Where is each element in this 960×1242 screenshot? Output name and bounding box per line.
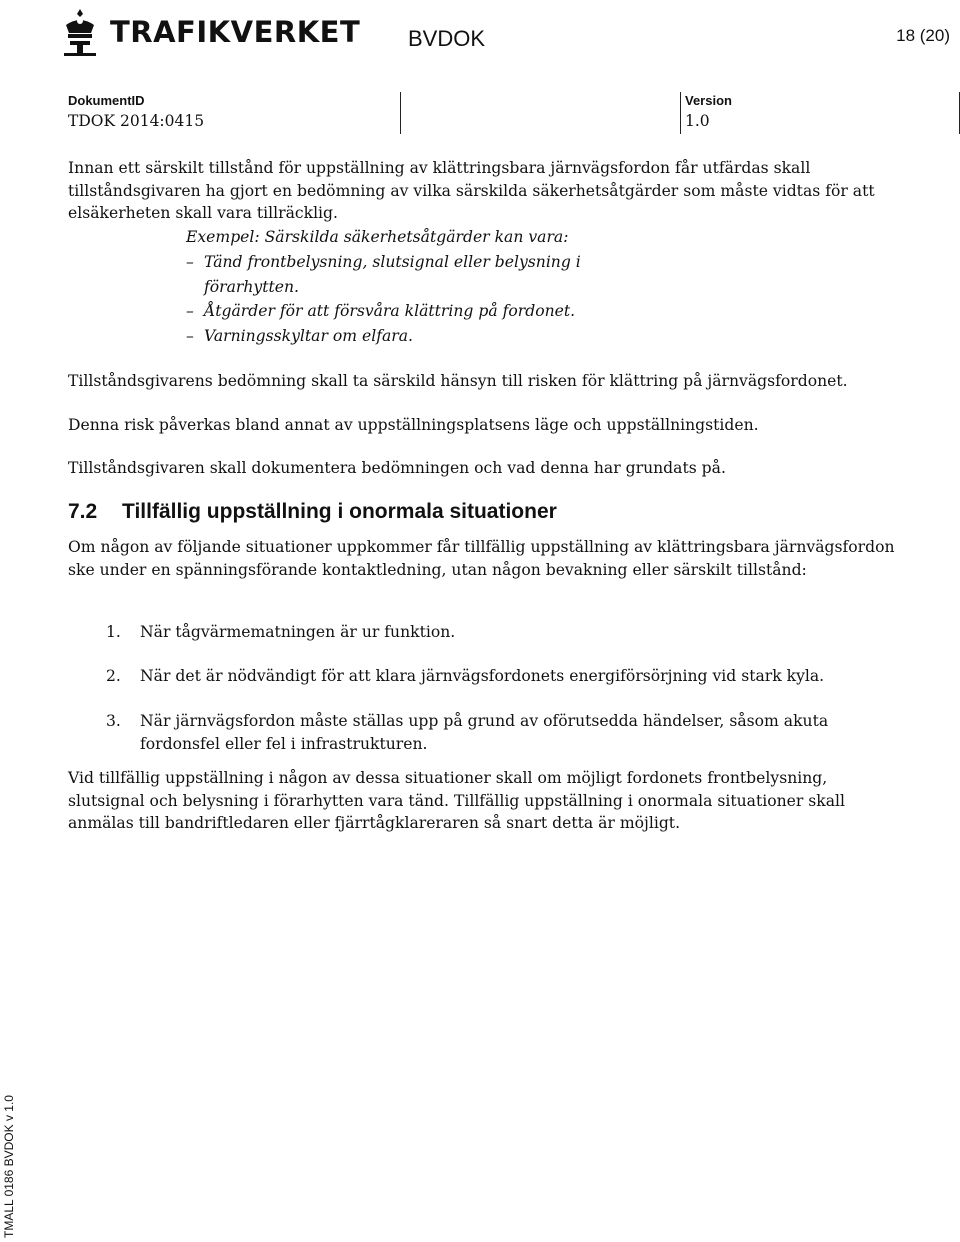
example-item: – Varningsskyltar om elfara. bbox=[186, 324, 624, 349]
document-meta-table bbox=[68, 92, 958, 134]
empty-meta-cell bbox=[400, 92, 681, 134]
intro-paragraph: Innan ett särskilt tillstånd för uppställning av klättringsbara järnvägsfordon får utfärdas skall tillståndsgivaren ha gjort en bedömning av vilka särskilda säkerhetsåtgärder som måste vidtas för att elsäkerheten skall vara tillräcklig. bbox=[68, 159, 875, 222]
list-item: 1. När tågvärmematningen är ur funktion. bbox=[106, 623, 456, 641]
version-value: 1.0 bbox=[685, 112, 710, 130]
section-heading bbox=[68, 500, 557, 524]
paragraph-documentation: Tillståndsgivaren skall dokumentera bedömningen och vad denna har grundats på. bbox=[68, 459, 726, 477]
section-number: 7.2 bbox=[68, 500, 98, 523]
doc-id-value: TDOK 2014:0415 bbox=[68, 112, 205, 130]
dash-bullet: – bbox=[186, 326, 194, 345]
dash-bullet: – bbox=[186, 302, 194, 320]
situation-list bbox=[106, 665, 840, 688]
doc-id-label: DokumentID bbox=[68, 93, 145, 108]
template-footer bbox=[2, 1058, 16, 1238]
document-type: BVDOK bbox=[408, 26, 486, 51]
list-item: 2. När det är nödvändigt för att klara järnvägsfordonets energiförsörjning vid stark kyla. bbox=[106, 667, 825, 685]
crown-icon bbox=[60, 7, 100, 57]
page-number: 18 (20) bbox=[896, 26, 950, 45]
trafikverket-logo bbox=[60, 4, 361, 60]
list-item: 3. När järnvägsfordon måste ställas upp på grund av oförutsedda händelser, såsom akuta fordonsfel eller fel i infrastrukturen. bbox=[106, 712, 829, 753]
paragraph-risk-assessment: Tillståndsgivarens bedömning skall ta särskild hänsyn till risken för klättring på järnvägsfordonet. bbox=[68, 372, 848, 390]
version-cell bbox=[680, 92, 960, 134]
situation-list bbox=[106, 710, 840, 755]
closing-paragraph: Vid tillfällig uppställning i någon av dessa situationer skall om möjligt fordonets frontbelysning, slutsignal och belysning i förarhytten vara tänd. Tillfällig uppställning i onormala situationer skall anmälas till bandriftledaren eller fjärrtågklareraren så snart detta är möjligt. bbox=[68, 769, 846, 832]
example-item: – Tänd frontbelysning, slutsignal eller belysning i förarhytten. bbox=[186, 250, 624, 299]
template-id: TMALL 0186 BVDOK v 1.0 bbox=[2, 1095, 16, 1238]
example-list bbox=[186, 250, 624, 348]
example-item: – Åtgärder för att försvåra klättring på fordonet. bbox=[186, 299, 624, 324]
paragraph-risk-factors: Denna risk påverkas bland annat av uppställningsplatsens läge och uppställningstiden. bbox=[68, 416, 759, 434]
section-intro: Om någon av följande situationer uppkommer får tillfällig uppställning av klättringsbara järnvägsfordon ske under en spänningsförande kontaktledning, utan någon bevakning eller särskilt tillstånd: bbox=[68, 538, 895, 579]
situation-list bbox=[106, 621, 840, 644]
logo-wordmark: TRAFIKVERKET bbox=[110, 15, 361, 49]
doc-id-cell bbox=[68, 92, 400, 134]
dash-bullet: – bbox=[186, 253, 194, 271]
example-heading: Exempel: Särskilda säkerhetsåtgärder kan vara: bbox=[186, 228, 569, 246]
section-title: Tillfällig uppställning i onormala situationer bbox=[122, 500, 557, 523]
version-label: Version bbox=[685, 93, 732, 108]
